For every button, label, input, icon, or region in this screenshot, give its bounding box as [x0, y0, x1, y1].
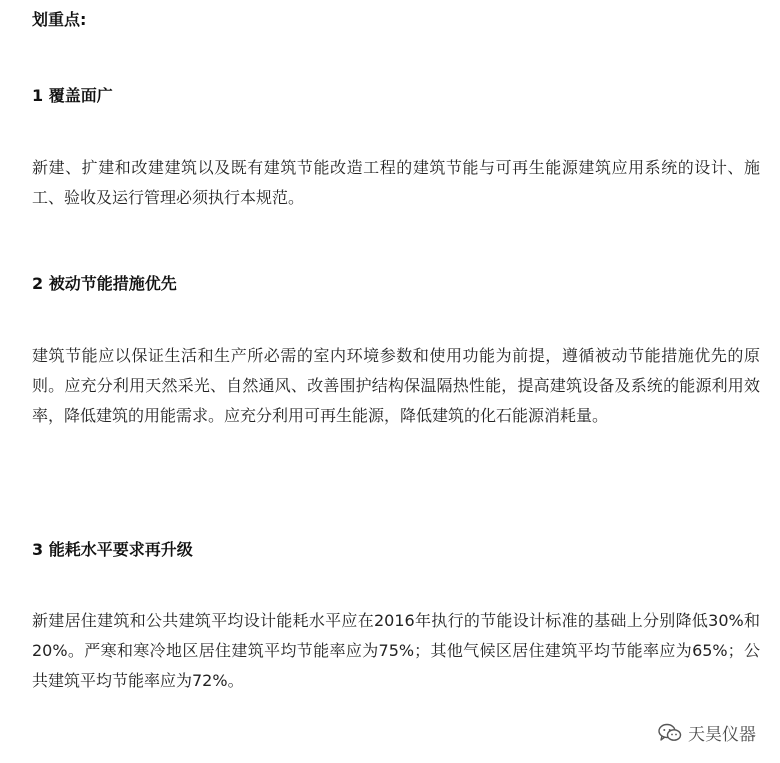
- key-points-title: 划重点:: [32, 10, 87, 29]
- section-3-heading: 3 能耗水平要求再升级: [32, 540, 193, 559]
- section-2-paragraph: 建筑节能应以保证生活和生产所必需的室内环境参数和使用功能为前提，遵循被动节能措施优先的原则。应充分利用天然采光、自然通风、改善围护结构保温隔热性能，提高建筑设备及系统的能源利用效率，降低建筑的用能需求。应充分利用可再生能源，降低建筑的化石能源消耗量。: [32, 346, 760, 425]
- section-2-heading: 2 被动节能措施优先: [32, 274, 177, 293]
- watermark-text: 天昊仪器: [688, 725, 756, 745]
- section-3-paragraph: 新建居住建筑和公共建筑平均设计能耗水平应在2016年执行的节能设计标准的基础上分别降低30%和20%。严寒和寒冷地区居住建筑平均节能率应为75%；其他气候区居住建筑平均节能率应为65%；公共建筑平均节能率应为72%。: [32, 611, 760, 690]
- watermark: [658, 720, 756, 745]
- wechat-icon: [658, 723, 682, 743]
- section-1-paragraph: 新建、扩建和改建建筑以及既有建筑节能改造工程的建筑节能与可再生能源建筑应用系统的设计、施工、验收及运行管理必须执行本规范。: [32, 158, 760, 207]
- section-1-heading: 1 覆盖面广: [32, 86, 113, 105]
